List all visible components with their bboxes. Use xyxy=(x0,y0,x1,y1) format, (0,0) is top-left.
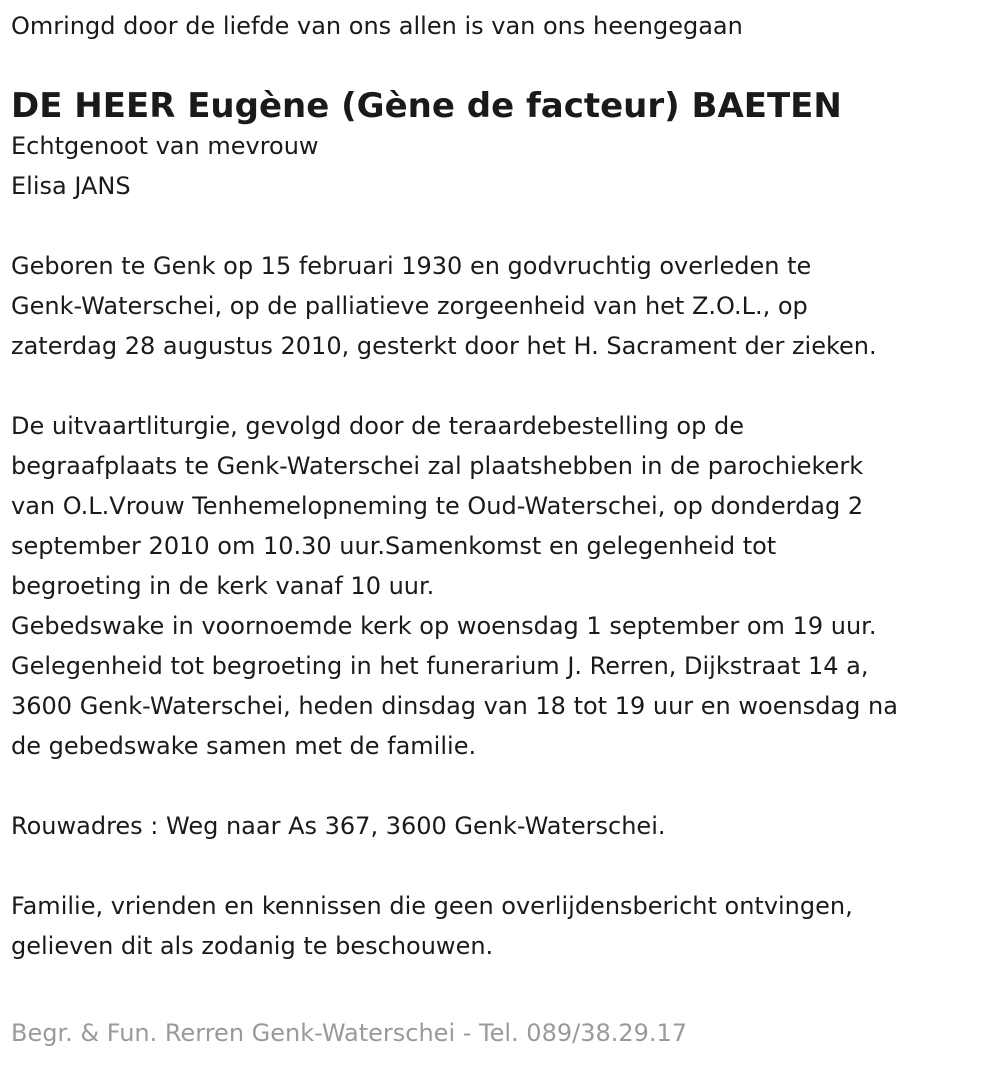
paragraph-line: Genk-Waterschei, op de palliatieve zorgeenheid van het Z.O.L., op xyxy=(11,292,808,320)
paragraph-line: Familie, vrienden en kennissen die geen overlijdensbericht ontvingen, xyxy=(11,892,853,920)
closing-paragraph xyxy=(11,886,991,966)
paragraph-line: gelieven dit als zodanig te beschouwen. xyxy=(11,932,494,960)
mourning-address: Rouwadres : Weg naar As 367, 3600 Genk-Waterschei. xyxy=(11,812,666,840)
paragraph-line: september 2010 om 10.30 uur.Samenkomst en gelegenheid tot xyxy=(11,532,777,560)
paragraph-line: begraafplaats te Genk-Waterschei zal plaatshebben in de parochiekerk xyxy=(11,452,864,480)
paragraph-line: van O.L.Vrouw Tenhemelopneming te Oud-Waterschei, op donderdag 2 xyxy=(11,492,864,520)
address-paragraph xyxy=(11,806,991,846)
intro-text: Omringd door de liefde van ons allen is van ons heengegaan xyxy=(11,12,743,40)
paragraph-line: 3600 Genk-Waterschei, heden dinsdag van 18 tot 19 uur en woensdag na xyxy=(11,692,898,720)
paragraph-line: De uitvaartliturgie, gevolgd door de teraardebestelling op de xyxy=(11,412,744,440)
wake-paragraph xyxy=(11,606,991,766)
spouse-section xyxy=(11,126,991,206)
paragraph-line: begroeting in de kerk vanaf 10 uur. xyxy=(11,572,435,600)
deceased-name: DE HEER Eugène (Gène de facteur) BAETEN xyxy=(11,86,842,126)
spouse-line: Elisa JANS xyxy=(11,172,131,200)
paragraph-line: Geboren te Genk op 15 februari 1930 en godvruchtig overleden te xyxy=(11,252,812,280)
paragraph-line: Gelegenheid tot begroeting in het funerarium J. Rerren, Dijkstraat 14 a, xyxy=(11,652,869,680)
paragraph-line: de gebedswake samen met de familie. xyxy=(11,732,477,760)
funeral-paragraph xyxy=(11,406,991,606)
death-notice xyxy=(11,6,991,966)
birth-death-paragraph xyxy=(11,246,991,366)
paragraph-line: zaterdag 28 augustus 2010, gesterkt door het H. Sacrament der zieken. xyxy=(11,332,877,360)
funeral-home-footer: Begr. & Fun. Rerren Genk-Waterschei - Tel. 089/38.29.17 xyxy=(11,1019,688,1047)
paragraph-line: Gebedswake in voornoemde kerk op woensdag 1 september om 19 uur. xyxy=(11,612,877,640)
spouse-line: Echtgenoot van mevrouw xyxy=(11,132,319,160)
